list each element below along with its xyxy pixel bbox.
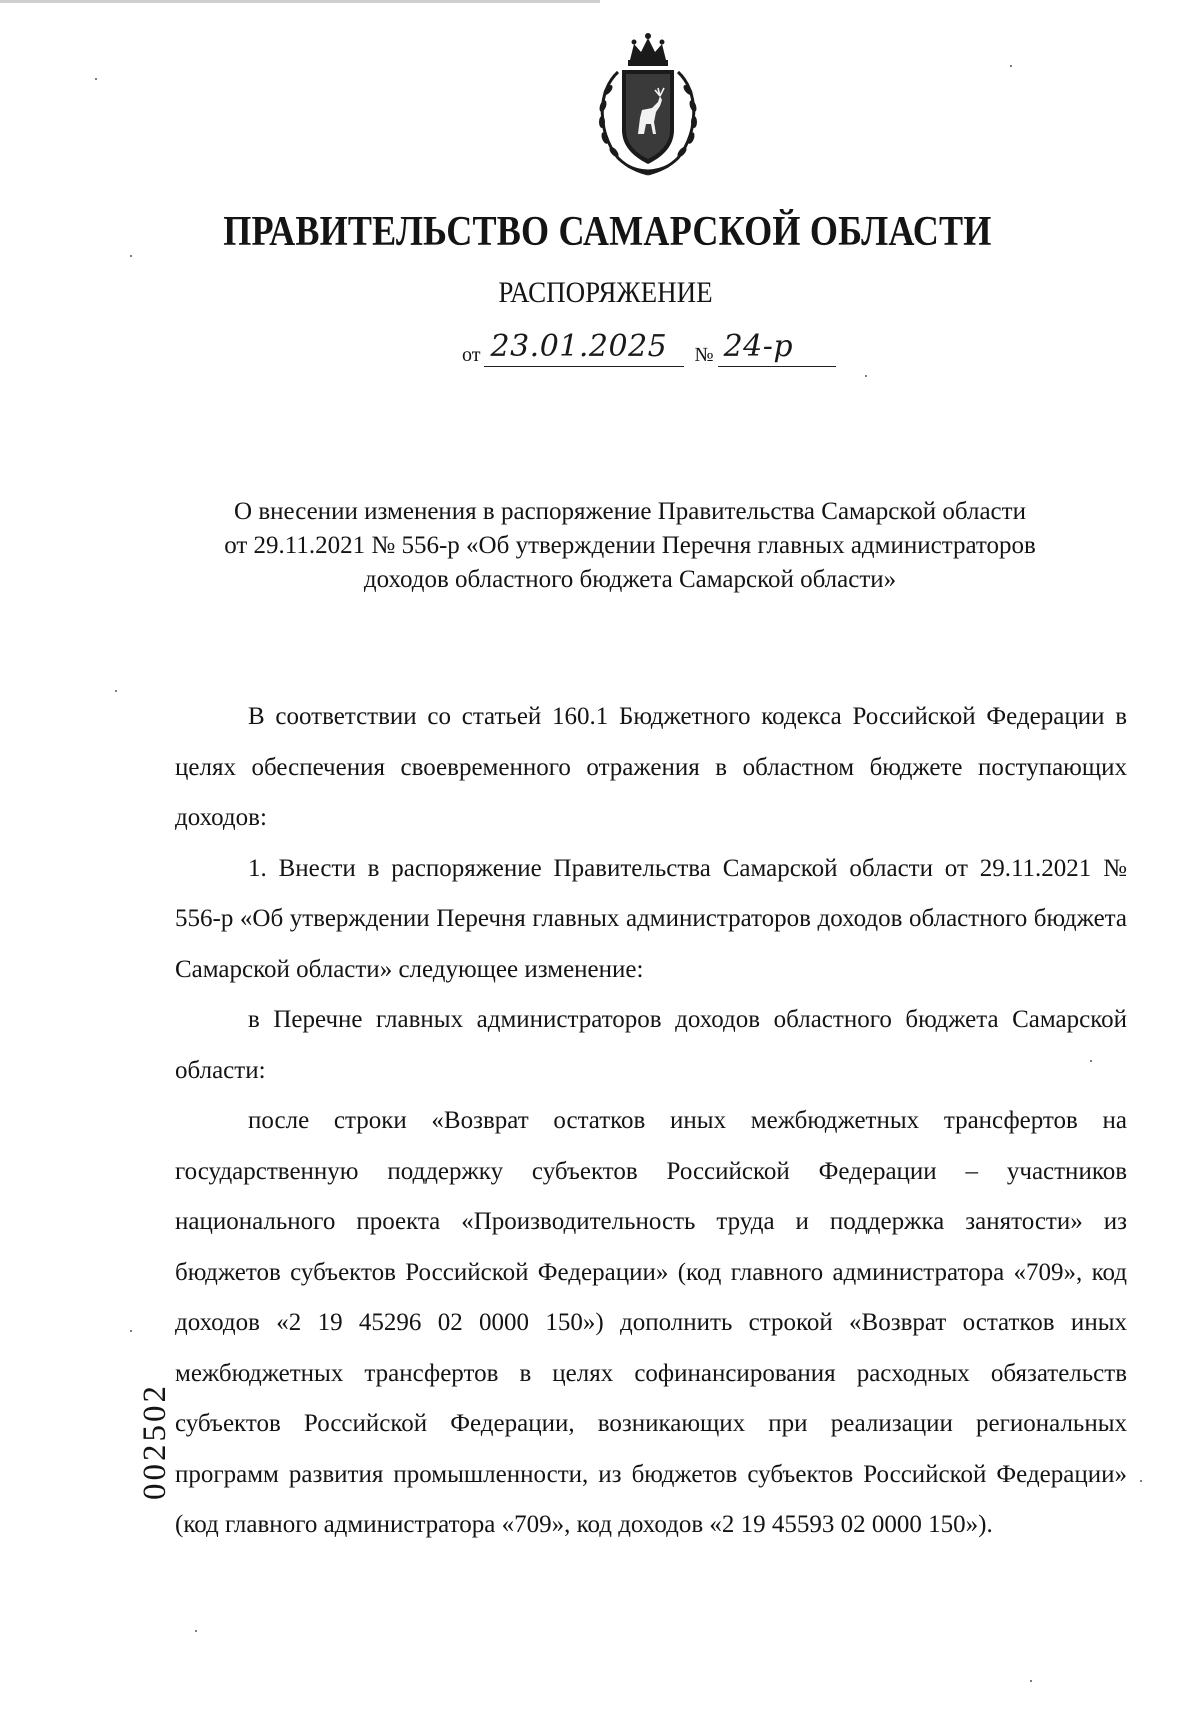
- subject-line: О внесении изменения в распоряжение Правительства Самарской области: [234, 498, 1026, 525]
- body-paragraph: в Перечне главных администраторов доходов областного бюджета Самарской области:: [175, 1006, 1127, 1084]
- number-value: 24-р: [718, 328, 836, 367]
- body-paragraph: В соответствии со статьей 160.1 Бюджетного кодекса Российской Федерации в целях обеспечения своевременного отражения в областном бюджете поступающих доходов:: [175, 703, 1127, 831]
- scan-speck: [1030, 1680, 1032, 1682]
- scan-top-edge: [0, 0, 600, 3]
- document-subject: [150, 495, 1110, 597]
- document-body: [175, 692, 1127, 1551]
- scan-speck: [115, 690, 117, 692]
- scan-speck: [1090, 1060, 1092, 1062]
- body-paragraph: 1. Внести в распоряжение Правительства Самарской области от 29.11.2021 № 556-р «Об утверждении Перечня главных администраторов доходов областного бюджета Самарской области» следующее изменение:: [175, 854, 1127, 983]
- scan-speck: [865, 375, 867, 377]
- government-title: ПРАВИТЕЛЬСТВО САМАРСКОЙ ОБЛАСТИ: [223, 209, 992, 255]
- scan-speck: [95, 78, 97, 80]
- document-type: РАСПОРЯЖЕНИЕ: [498, 276, 713, 309]
- coat-of-arms-emblem: [588, 30, 708, 178]
- body-paragraph: после строки «Возврат остатков иных межбюджетных трансфертов на государственную поддержку субъектов Российской Федерации – участников национального проекта «Производительность труда и поддержка занятости» из бюджетов субъектов Российской Федерации» (код главного администратора «709», код доходов «2 19 45296 02 0000 150») дополнить строкой «Возврат остатков иных межбюджетных трансфертов в целях софинансирования расходных обязательств субъектов Российской Федерации, возникающих при реализации региональных программ развития промышленности, из бюджетов субъектов Российской Федерации» (код главного администратора «709», код доходов «2 19 45593 02 0000 150»).: [175, 1107, 1127, 1538]
- margin-serial-number: 002502: [137, 1383, 173, 1500]
- scan-speck: [195, 1630, 197, 1632]
- scan-speck: [1010, 65, 1012, 67]
- date-value: 23.01.2025: [484, 328, 684, 367]
- number-label: №: [694, 344, 714, 366]
- date-number-line: [462, 328, 836, 367]
- scan-speck: [1140, 1480, 1142, 1482]
- date-label: от: [462, 344, 481, 366]
- scan-speck: [130, 255, 132, 257]
- subject-line: от 29.11.2021 № 556-р «Об утверждении Перечня главных администраторов: [224, 532, 1036, 559]
- subject-line: доходов областного бюджета Самарской области»: [363, 566, 897, 593]
- scan-speck: [130, 1330, 132, 1332]
